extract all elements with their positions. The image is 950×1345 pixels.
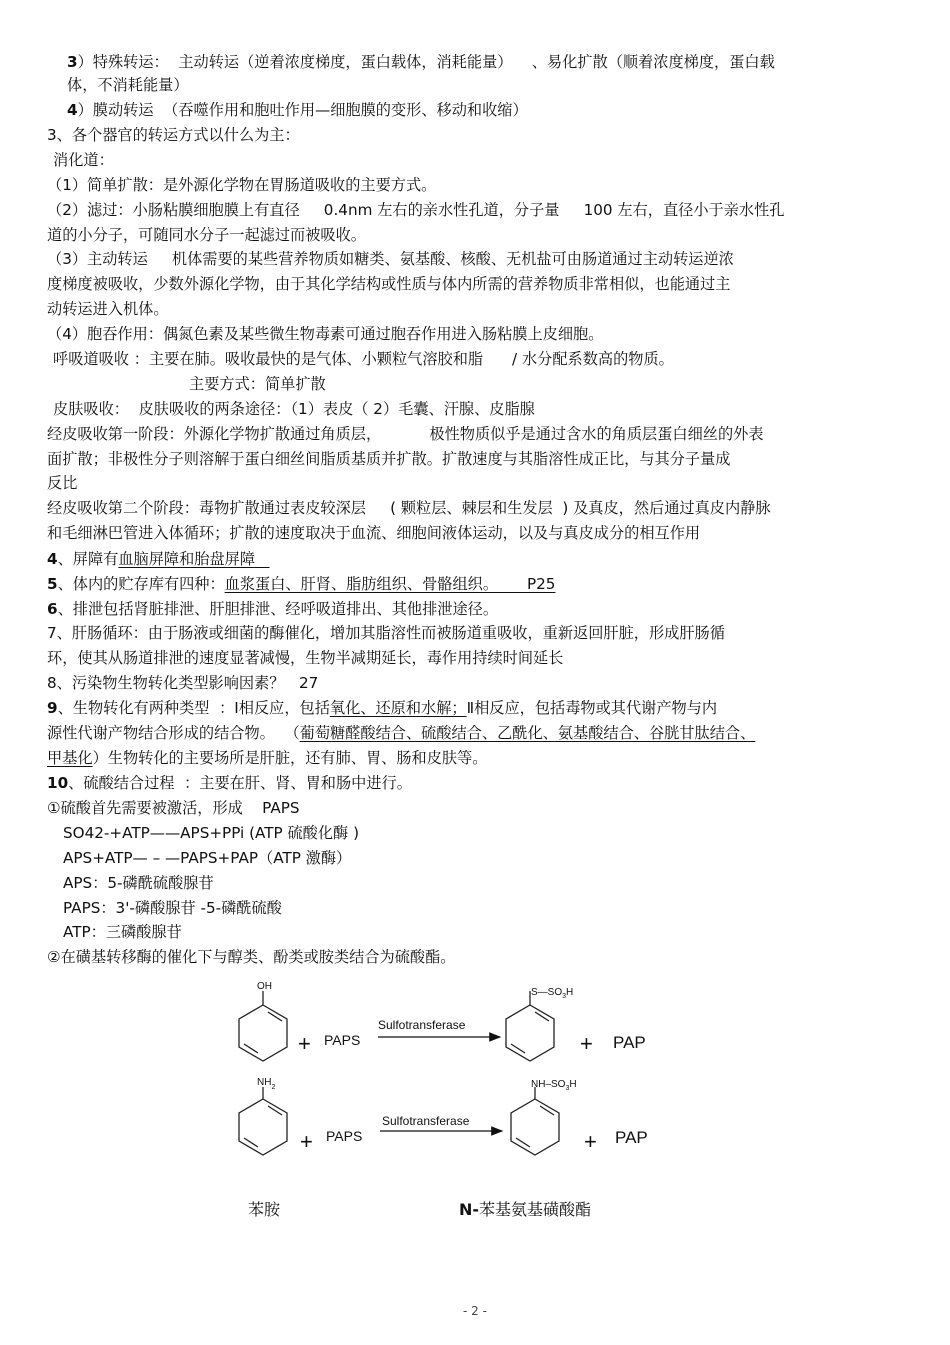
phenol-inner-bond <box>268 1012 282 1021</box>
line-number: 5 <box>47 575 58 593</box>
text-line <box>47 125 300 145</box>
line-text: （3）主动转运 机体需要的某些营养物质如糖类、氨基酸、核酸、无机盐可由肠道通过主动转运逆浓 <box>47 250 734 268</box>
line-number: 6 <box>47 600 58 618</box>
line-text: 环，使其从肠道排泄的速度显著减慢，生物半减期延长，毒作用持续时间延长 <box>47 649 564 667</box>
text-line <box>47 698 717 718</box>
equation-line <box>63 823 359 843</box>
line-text: 反比 <box>47 474 78 492</box>
product-group-label: $NH-SO_3H$ <box>531 1079 577 1092</box>
line-text: 源性代谢产物结合形成的结合物。 （ <box>47 724 300 742</box>
line-text: 、屏障有 <box>57 550 119 568</box>
phenol-ring <box>239 1005 287 1061</box>
text-line <box>47 574 555 594</box>
caption-product <box>459 1197 591 1220</box>
line-text: （1）简单扩散：是外源化学物在胃肠道吸收的主要方式。 <box>47 176 437 194</box>
text-line <box>47 549 270 569</box>
enzyme-label: Sulfotransferase <box>382 1114 470 1128</box>
line-number: 4 <box>67 101 78 119</box>
substituent-label: OH <box>257 981 272 992</box>
byproduct-label: PAP <box>615 1128 648 1147</box>
line-text: （4）胞吞作用：偶氮色素及某些微生物毒素可通过胞吞作用进入肠粘膜上皮细胞。 <box>47 325 604 343</box>
plus-sign: + <box>300 1129 313 1154</box>
line-text: APS：5-磷酰硫酸腺苷 <box>63 874 214 892</box>
text-line <box>47 249 734 269</box>
enzyme-label: Sulfotransferase <box>378 1018 466 1032</box>
underlined-text: 甲基化 <box>47 749 93 767</box>
text-line <box>47 225 366 245</box>
line-number: 3 <box>67 53 78 71</box>
line-text: PAPS：3'-磷酸腺苷 -5-磷酰硫酸 <box>63 899 282 917</box>
aniline-ring <box>239 1099 287 1155</box>
product-group-label: $S—SO_3H$ <box>531 987 574 1000</box>
line-text-tail: ）生物转化的主要场所是肝脏，还有肺、胃、肠和皮肤等。 <box>92 749 488 767</box>
line-text: 7、肝肠循环：由于肠液或细菌的酶催化，增加其脂溶性而被肠道重吸收，重新返回肝脏，形成肝肠循 <box>47 624 725 642</box>
line-text: 、硫酸结合过程 ：主要在肝、肾、胃和肠中进行。 <box>68 774 412 792</box>
text-line <box>47 673 318 693</box>
product1-inner-bond <box>535 1012 549 1021</box>
line-text: 、生物转化有两种类型 ：Ⅰ相反应，包括 <box>57 699 330 717</box>
line-text: ）膜动转运 （吞噬作用和胞吐作用—细胞膜的变形、移动和收缩） <box>77 101 528 119</box>
line-text: 8、污染物生物转化类型影响因素？ 27 <box>47 674 319 692</box>
plus-sign: + <box>580 1031 593 1056</box>
plus-sign: + <box>584 1129 597 1154</box>
text-line <box>47 748 487 768</box>
text-line <box>47 723 755 743</box>
text-line <box>47 798 300 818</box>
line-text: 经皮吸收第一阶段：外源化学物扩散通过角质层， 极性物质似乎是通过含水的角质层蛋白细丝的外表 <box>47 425 764 443</box>
product1-ring <box>506 1005 554 1061</box>
text-line <box>47 773 412 793</box>
text-line <box>67 75 189 95</box>
line-text: 和毛细淋巴管进入体循环；扩散的速度取决于血流、细胞间液体运动，以及与真皮成分的相互作用 <box>47 524 701 542</box>
caption-text: 苯基氨基磺酸酯 <box>479 1200 592 1219</box>
caption-prefix: N- <box>459 1200 480 1219</box>
text-line <box>47 648 563 668</box>
reagent-label: PAPS <box>326 1128 363 1144</box>
page-number: - 2 - <box>463 1304 487 1318</box>
line-text: 3、各个器官的转运方式以什么为主： <box>47 126 300 144</box>
line-text: 动转运进入机体。 <box>47 300 169 318</box>
definition-line <box>63 922 182 942</box>
line-text: 、体内的贮存库有四种： <box>57 575 225 593</box>
underlined-text: 血浆蛋白、肝肾、脂肪组织、骨骼组织。 P25 <box>224 575 556 593</box>
line-number: 9 <box>47 699 58 717</box>
line-text: SO42-+ATP——APS+PPi (ATP 硫酸化酶 ) <box>63 824 359 842</box>
underlined-text: 氧化、还原和水解； <box>329 699 467 717</box>
line-text: ②在磺基转移酶的催化下与醇类、酚类或胺类结合为硫酸酯。 <box>47 948 456 966</box>
sulfation-reaction-diagram <box>0 975 950 1205</box>
line-text: 度梯度被吸收，少数外源化学物，由于其化学结构或性质与体内所需的营养物质非常相似，也能通过主 <box>47 275 731 293</box>
underlined-text: 血脑屏障和胎盘屏障 <box>118 550 270 568</box>
line-text: 主要方式：简单扩散 <box>189 375 326 393</box>
text-line <box>47 324 603 344</box>
reagent-label: PAPS <box>324 1032 361 1048</box>
line-text: 道的小分子，可随同水分子一起滤过而被吸收。 <box>47 226 366 244</box>
text-line <box>67 52 775 72</box>
text-line <box>189 374 326 394</box>
line-text: ）特殊转运： 主动转运（逆着浓度梯度，蛋白载体，消耗能量） 、易化扩散（顺着浓度梯度，蛋白载 <box>77 53 775 71</box>
text-line <box>53 399 535 419</box>
line-text: 面扩散；非极性分子则溶解于蛋白细丝间脂质基质并扩散。扩散速度与其脂溶性成正比，与其分子量成 <box>47 450 731 468</box>
line-text: 消化道： <box>53 151 114 169</box>
line-number: 4 <box>47 550 58 568</box>
text-line <box>47 599 498 619</box>
line-text: 呼吸道吸收 ：主要在肺。吸收最快的是气体、小颗粒气溶胶和脂 / 水分配系数高的物质。 <box>53 350 674 368</box>
text-line <box>47 175 436 195</box>
text-line <box>47 947 456 967</box>
line-text: 皮肤吸收： 皮肤吸收的两条途径：（1）表皮（ 2）毛囊、汗腺、皮脂腺 <box>53 400 535 418</box>
definition-line <box>63 873 214 893</box>
text-line <box>47 623 725 643</box>
text-line <box>47 200 784 220</box>
line-text: ATP：三磷酸腺苷 <box>63 923 182 941</box>
text-line <box>53 349 674 369</box>
byproduct-label: PAP <box>613 1033 646 1052</box>
line-text: （2）滤过：小肠粘膜细胞膜上有直径 0.4nm 左右的亲水性孔道，分子量 100 左右，直径小于亲水性孔 <box>47 201 785 219</box>
product2-ring <box>511 1099 559 1155</box>
substituent-label: $NH_2$ <box>257 1077 276 1091</box>
line-text: 经皮吸收第二个阶段：毒物扩散通过表皮较深层 ( 颗粒层、棘层和生发层 ) 及真皮，然后通过真皮内静脉 <box>47 499 771 517</box>
text-line <box>53 150 114 170</box>
text-line <box>47 498 771 518</box>
text-line <box>47 299 169 319</box>
aniline-inner-bond <box>268 1106 282 1115</box>
line-number: 10 <box>47 774 69 792</box>
text-line <box>47 473 77 493</box>
text-line <box>47 274 730 294</box>
line-text: ①硫酸首先需要被激活，形成 PAPS <box>47 799 300 817</box>
product2-inner-bond <box>540 1106 554 1115</box>
equation-line <box>63 848 351 868</box>
underlined-text: 葡萄糖醛酸结合、硫酸结合、乙酰化、氨基酸结合、谷胱甘肽结合、 <box>299 724 756 742</box>
text-line <box>47 523 700 543</box>
text-line <box>47 424 764 444</box>
line-text-tail: Ⅱ相反应，包括毒物或其代谢产物与内 <box>466 699 718 717</box>
plus-sign: + <box>298 1031 311 1056</box>
caption-aniline: 苯胺 <box>248 1200 281 1219</box>
definition-line <box>63 898 282 918</box>
line-text: 、排泄包括肾脏排泄、肝胆排泄、经呼吸道排出、其他排泄途径。 <box>57 600 499 618</box>
text-line <box>67 100 528 120</box>
line-text: 体，不消耗能量） <box>67 76 189 94</box>
line-text: APS+ATP— – —PAPS+PAP（ATP 激酶） <box>63 849 352 867</box>
text-line <box>47 449 730 469</box>
